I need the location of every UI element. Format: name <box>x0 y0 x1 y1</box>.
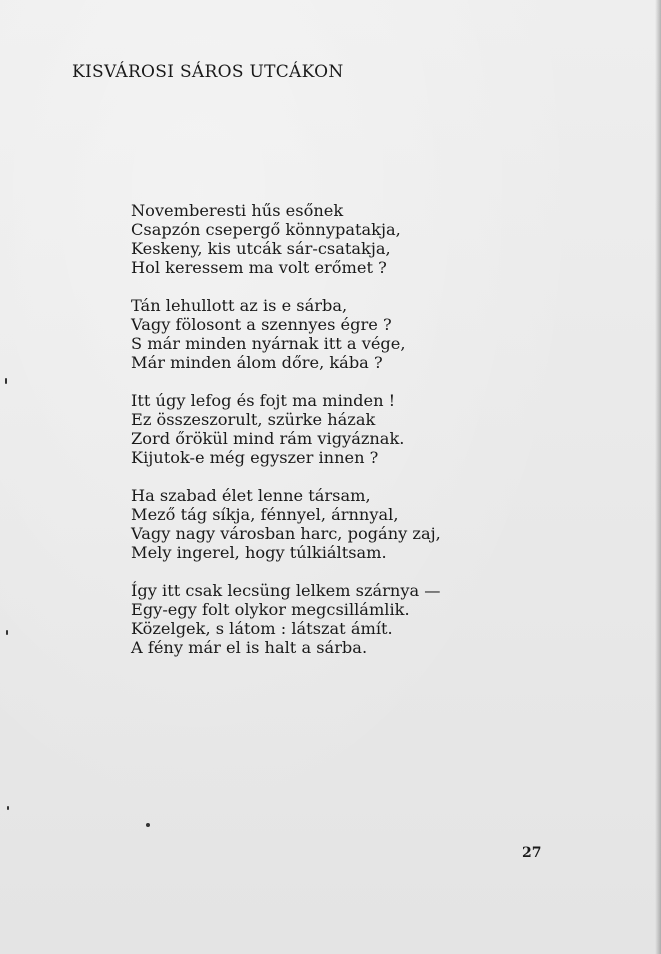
poem-line: Egy-egy folt olykor megcsillámlik. <box>131 600 410 619</box>
ink-speck <box>146 823 150 827</box>
poem-line: Vagy fölosont a szennyes égre ? <box>131 315 392 334</box>
stanza-3 <box>131 391 491 467</box>
poem-line: Zord őrökül mind rám vigyáznak. <box>131 429 405 448</box>
poem-line: Kijutok-e még egyszer innen ? <box>131 448 379 467</box>
page-edge-shadow <box>655 0 661 954</box>
poem-line: Mező tág síkja, fénnyel, árnnyal, <box>131 505 399 524</box>
poem-line: Ha szabad élet lenne társam, <box>131 486 371 505</box>
ink-speck <box>7 806 9 810</box>
poem-line: Novemberesti hűs esőnek <box>131 201 344 220</box>
ink-speck <box>5 378 7 384</box>
ink-speck <box>6 630 8 635</box>
poem-line: Ez összeszorult, szürke házak <box>131 410 376 429</box>
poem-body <box>131 201 491 676</box>
poem-line: Tán lehullott az is e sárba, <box>131 296 348 315</box>
stanza-4 <box>131 486 491 562</box>
poem-line: Vagy nagy városban harc, pogány zaj, <box>131 524 441 543</box>
stanza-1 <box>131 201 491 277</box>
poem-line: Keskeny, kis utcák sár-csatakja, <box>131 239 391 258</box>
stanza-5 <box>131 581 491 657</box>
poem-title: KISVÁROSI SÁROS UTCÁKON <box>72 62 344 82</box>
poem-line: A fény már el is halt a sárba. <box>131 638 368 657</box>
poem-line: Csapzón csepergő könnypatakja, <box>131 220 401 239</box>
poem-line: S már minden nyárnak itt a vége, <box>131 334 406 353</box>
poem-line: Így itt csak lecsüng lelkem szárnya — <box>131 581 441 600</box>
poem-line: Már minden álom dőre, kába ? <box>131 353 383 372</box>
poem-line: Mely ingerel, hogy túlkiáltsam. <box>131 543 387 562</box>
poem-line: Közelgek, s látom : látszat ámít. <box>131 619 393 638</box>
stanza-2 <box>131 296 491 372</box>
page-number: 27 <box>522 845 542 861</box>
poem-line: Hol keressem ma volt erőmet ? <box>131 258 387 277</box>
poem-line: Itt úgy lefog és fojt ma minden ! <box>131 391 396 410</box>
